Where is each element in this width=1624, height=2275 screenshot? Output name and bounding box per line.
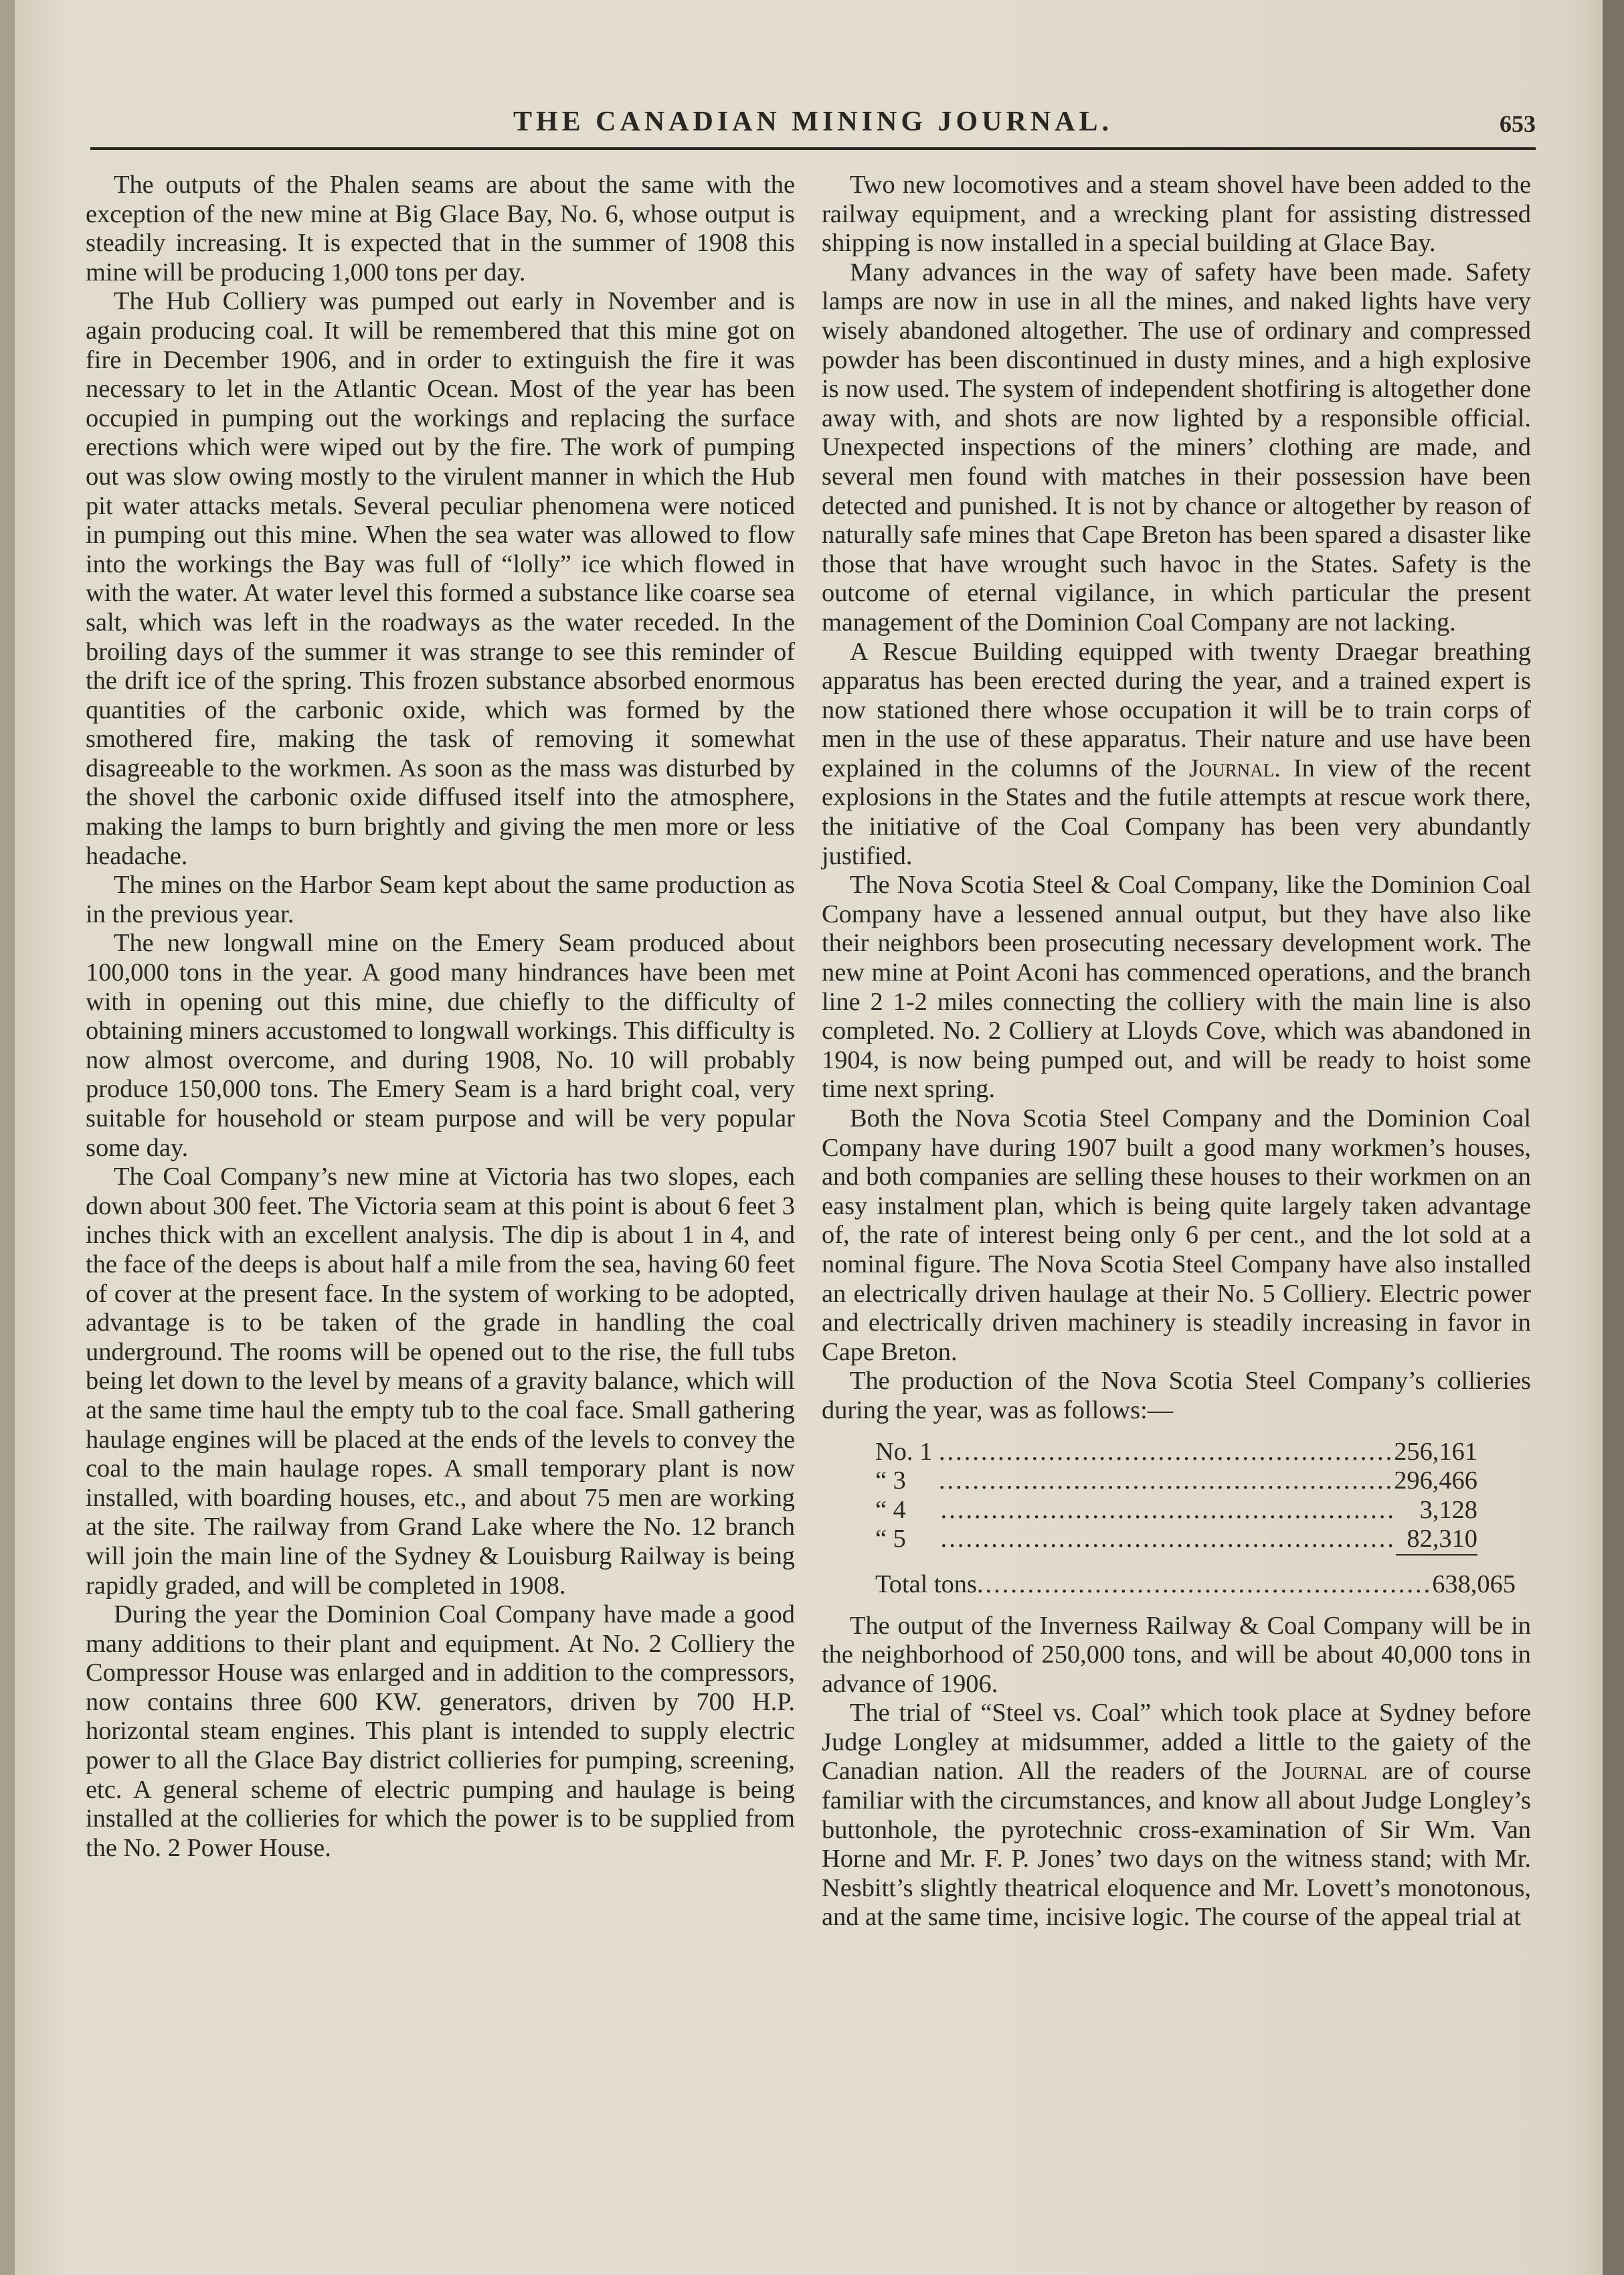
dot-leader: ...................................................... xyxy=(938,1466,1394,1495)
total-value: 638,065 xyxy=(1432,1570,1516,1598)
trial-text-end: are of course familiar with the circumstances, and know all about Judge Longley’s buttonhole, the pyrotechnic cross-examination of Sir Wm. Van Horne and Mr. F. P. Jones’ two days on the witness stand; with Mr. Nesbitt’s slightly theatrical eloquence and Mr. Lovett’s monotonous, and at the same time, incisive logic. The course of the appeal trial at xyxy=(822,1757,1531,1932)
paragraph-locomotives: Two new locomotives and a steam shovel have been added to the railway equipment, and a wrecking plant for assisting distressed shipping is now installed in a special building at Glace Bay. xyxy=(822,171,1531,258)
tonnage-value: 82,310 xyxy=(1396,1525,1477,1555)
paragraph-workmens-houses: Both the Nova Scotia Steel Company and the Dominion Coal Company have during 1907 built a good many workmen’s houses, and both companies are selling these houses to their workmen on an easy instalment plan, which is being quite largely taken advantage of, the rate of interest being only 6 per cent., and the lot sold at a nominal figure. The Nova Scotia Steel Company have also installed an electrically driven haulage at their No. 5 Colliery. Electric power and electrically driven machinery is steadily increasing in favor in Cape Breton. xyxy=(822,1104,1531,1366)
paragraph-inverness: The output of the Inverness Railway & Coal Company will be in the neighborhood of 250,000 tons, and will be about 40,000 tons in advance of 1906. xyxy=(822,1611,1531,1698)
paragraph-rescue-building xyxy=(822,638,1531,871)
paragraph-harbor-seam: The mines on the Harbor Seam kept about the same production as in the previous year. xyxy=(86,871,795,928)
paragraph-safety: Many advances in the way of safety have been made. Safety lamps are now in use in all the mines, and naked lights have very wisely abandoned altogether. The use of ordinary and compressed powder has been discontinued in dusty mines, and a high explosive is now used. The system of independent shotfiring is altogether done away with, and shots are now lighted by a responsible official. Unexpected inspections of the miners’ clothing are made, and several men found with matches in their possession have been detected and punished. It is not by chance or altogether by reason of naturally safe mines that Cape Breton has been spared a disaster like those that have wrought such havoc in the States. Safety is the outcome of eternal vigilance, in which particular the present management of the Dominion Coal Company are not lacking. xyxy=(822,258,1531,637)
paragraph-hub-colliery: The Hub Colliery was pumped out early in November and is again producing coal. It will be remembered that this mine got on fire in December 1906, and in order to extinguish the fire it was necessary to let in the Atlantic Ocean. Most of the year has been occupied in pumping out the workings and replacing the surface erections which were wiped out by the fire. The work of pumping out was slow owing mostly to the virulent manner in which the Hub pit water attacks metals. Several peculiar phenomena were noticed in pumping out this mine. When the sea water was allowed to flow into the workings the Bay was full of “lolly” ice which flowed in with the water. At water level this formed a substance like coarse sea salt, which was left in the roadways as the water receded. In the broiling days of the summer it was strange to see this reminder of the drift ice of the spring. This frozen substance absorbed enormous quantities of the carbonic oxide, which was formed by the smothered fire, making the task of removing it somewhat disagreeable to the workmen. As soon as the mass was disturbed by the shovel the carbonic oxide diffused itself into the atmosphere, making the lamps to burn brightly and giving the men more or less headache. xyxy=(86,287,795,870)
table-row xyxy=(875,1466,1477,1496)
table-row xyxy=(875,1438,1477,1467)
tonnage-value: 296,466 xyxy=(1394,1466,1477,1495)
paragraph-steel-vs-coal xyxy=(822,1699,1531,1932)
trial-text-start: The trial of “Steel vs. Coal” which took place at Sydney before Judge Longley at midsummer, added a little to the gaiety of the Canadian nation. All the readers of the xyxy=(822,1699,1531,1786)
tonnage-value: 256,161 xyxy=(1394,1437,1477,1466)
dot-leader: ...................................................... xyxy=(976,1570,1433,1598)
table-total-row xyxy=(875,1570,1516,1600)
left-column xyxy=(86,171,795,1863)
table-row xyxy=(875,1525,1477,1555)
rescue-text-end: . In view of the recent explosions in the States and the futile attempts at rescue work there, the initiative of the Coal Company has been very abundantly justified. xyxy=(822,754,1531,870)
paragraph-nova-scotia-steel: The Nova Scotia Steel & Coal Company, like the Dominion Coal Company have a lessened annual output, but they have also like their neighbors been prosecuting necessary development work. The new mine at Point Aconi has commenced operations, and the branch line 2 1-2 miles connecting the colliery with the main line is also completed. No. 2 Colliery at Lloyds Cove, which was abandoned in 1904, is now being pumped out, and will be ready to hoist some time next spring. xyxy=(822,871,1531,1104)
colliery-label: “ 4 xyxy=(875,1495,906,1524)
paragraph-plant-additions: During the year the Dominion Coal Company have made a good many additions to their plant and equipment. At No. 2 Colliery the Compressor House was enlarged and in addition to the compressors, now contains three 600 KW. generators, driven by 700 H.P. horizontal steam engines. This plant is intended to supply electric power to all the Glace Bay district collieries for pumping, screening, etc. A general scheme of electric pumping and haulage is being installed at the collieries for which the power is to be supplied from the No. 2 Power House. xyxy=(86,1600,795,1862)
paragraph-emery-seam: The new longwall mine on the Emery Seam produced about 100,000 tons in the year. A good many hindrances have been met with in opening out this mine, due chiefly to the difficulty of obtaining miners accustomed to longwall workings. This difficulty is now almost overcome, and during 1908, No. 10 will probably produce 150,000 tons. The Emery Seam is a hard bright coal, very suitable for household or steam purpose and will be very popular some day. xyxy=(86,929,795,1162)
table-row xyxy=(875,1496,1477,1525)
right-column xyxy=(822,171,1531,1932)
dot-leader: ...................................................... xyxy=(940,1525,1396,1553)
dot-leader: ...................................................... xyxy=(938,1437,1394,1466)
journal-name: Journal xyxy=(1281,1757,1368,1786)
colliery-label: “ 5 xyxy=(875,1525,906,1553)
page-edge-shadow xyxy=(0,0,15,2275)
production-table xyxy=(875,1437,1516,1600)
total-label: Total tons xyxy=(875,1570,977,1598)
colliery-label: “ 3 xyxy=(875,1466,906,1495)
rescue-text-start: A Rescue Building equipped with twenty Draegar breathing apparatus has been erected during the year, and a trained expert is now stationed there whose occupation it will be to train corps of men in the use of these apparatus. Their nature and use have been explained in the columns of the xyxy=(822,637,1531,782)
paragraph-phalen-seams: The outputs of the Phalen seams are about the same with the exception of the new mine at Big Glace Bay, No. 6, whose output is steadily increasing. It is expected that in the summer of 1908 this mine will be producing 1,000 tons per day. xyxy=(86,171,795,286)
paragraph-victoria-mine: The Coal Company’s new mine at Victoria has two slopes, each down about 300 feet. The Victoria seam at this point is about 6 feet 3 inches thick with an excellent analysis. The dip is about 1 in 4, and the face of the deeps is about half a mile from the sea, having 60 feet of cover at the present face. In the system of working to be adopted, advantage is to be taken of the grade in handling the coal underground. The rooms will be opened out to the rise, the full tubs being let down to the level by means of a gravity balance, which will at the same time haul the empty tub to the coal face. Small gathering haulage engines will be placed at the ends of the levels to convey the coal to the main haulage ropes. A small temporary plant is now installed, with boarding houses, etc., and about 75 men are working at the site. The railway from Grand Lake where the No. 12 branch will join the main line of the Sydney & Louisburg Railway is being rapidly graded, and will be completed in 1908. xyxy=(86,1163,795,1600)
binding-edge xyxy=(1603,0,1624,2275)
journal-name: Journal xyxy=(1188,754,1275,782)
running-title: THE CANADIAN MINING JOURNAL. xyxy=(513,106,1113,137)
page-number: 653 xyxy=(1500,110,1536,137)
running-header xyxy=(90,100,1536,150)
tonnage-value: 3,128 xyxy=(1419,1495,1477,1524)
colliery-label: No. 1 xyxy=(875,1437,933,1466)
paragraph-production-intro: The production of the Nova Scotia Steel Company’s collieries during the year, was as follows:— xyxy=(822,1367,1531,1424)
dot-leader: ...................................................... xyxy=(940,1495,1396,1524)
